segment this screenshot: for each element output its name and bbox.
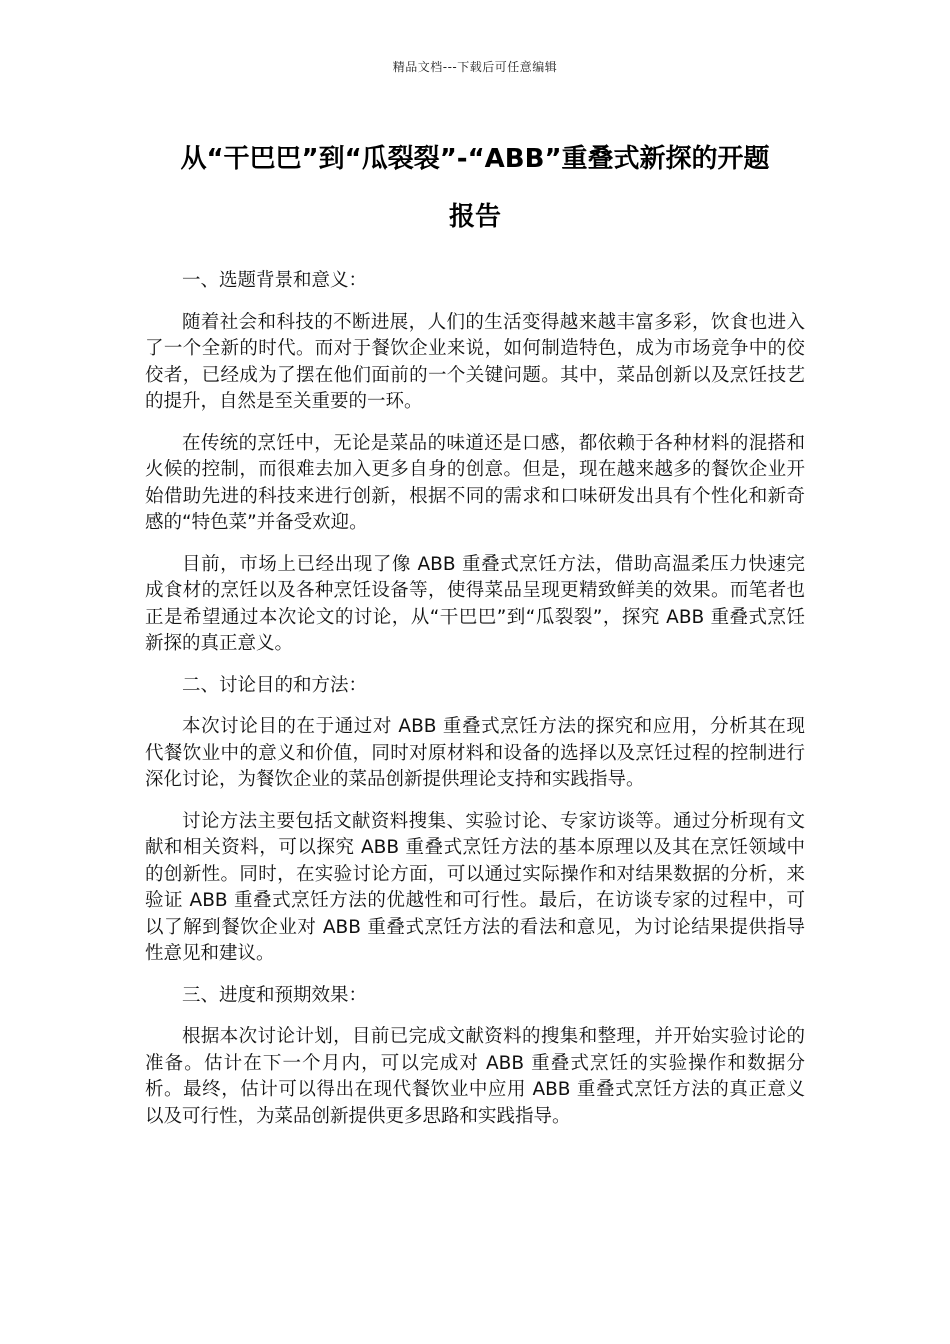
section-heading: 一、选题背景和意义： xyxy=(182,270,368,291)
paragraph: 根据本次讨论计划，目前已完成文献资料的搜集和整理，并开始实验讨论的准备。估计在下一个月内，可以完成对 ABB 重叠式烹饪的实验操作和数据分析。最终，估计可以得出在现代餐饮业中应用 ABB 重叠式烹饪方法的真正意义以及可行性，为菜品创新提供更多思路和实践指导。 xyxy=(145,1026,805,1127)
section-background xyxy=(145,268,805,658)
section-progress xyxy=(145,983,805,1131)
paragraph: 本次讨论目的在于通过对 ABB 重叠式烹饪方法的探究和应用，分析其在现代餐饮业中的意义和价值，同时对原材料和设备的选择以及烹饪过程的控制进行深化讨论，为餐饮企业的菜品创新提供理论支持和实践指导。 xyxy=(145,716,805,790)
paragraph: 随着社会和科技的不断进展，人们的生活变得越来越丰富多彩，饮食也进入了一个全新的时代。而对于餐饮企业来说，如何制造特色，成为市场竞争中的佼佼者，已经成为了摆在他们面前的一个关键问题。其中，菜品创新以及烹饪技艺的提升，自然是至关重要的一环。 xyxy=(145,311,805,412)
paragraph: 讨论方法主要包括文献资料搜集、实验讨论、专家访谈等。通过分析现有文献和相关资料，可以探究 ABB 重叠式烹饪方法的基本原理以及其在烹饪领域中的创新性。同时，在实验讨论方面，可以通过实际操作和对结果数据的分析，来验证 ABB 重叠式烹饪方法的优越性和可行性。最后，在访谈专家的过程中，可以了解到餐饮企业对 ABB 重叠式烹饪方法的看法和意见，为讨论结果提供指导性意见和建议。 xyxy=(145,810,805,964)
section-heading: 二、讨论目的和方法： xyxy=(182,674,368,696)
document-body xyxy=(145,268,805,1145)
paragraph: 目前，市场上已经出现了像 ABB 重叠式烹饪方法，借助高温柔压力快速完成食材的烹饪以及各种烹饪设备等，使得菜品呈现更精致鲜美的效果。而笔者也正是希望通过本次论文的讨论，从“干巴巴”到“瓜裂裂”，探究 ABB 重叠式烹饪新探的真正意义。 xyxy=(145,553,805,654)
page-header: 精品文档---下载后可任意编辑 xyxy=(392,60,558,74)
document-title xyxy=(120,130,830,246)
section-purpose-method xyxy=(145,673,805,968)
title-line-1: 从“干巴巴”到“瓜裂裂”-“ABB”重叠式新探的开题 xyxy=(180,144,770,174)
section-heading: 三、进度和预期效果： xyxy=(182,984,368,1006)
paragraph: 在传统的烹饪中，无论是菜品的味道还是口感，都依赖于各种材料的混搭和火候的控制，而很难去加入更多自身的创意。但是，现在越来越多的餐饮企业开始借助先进的科技来进行创新，根据不同的需求和口味研发出具有个性化和新奇感的“特色菜”并备受欢迎。 xyxy=(145,432,805,533)
title-line-2: 报告 xyxy=(448,202,501,232)
